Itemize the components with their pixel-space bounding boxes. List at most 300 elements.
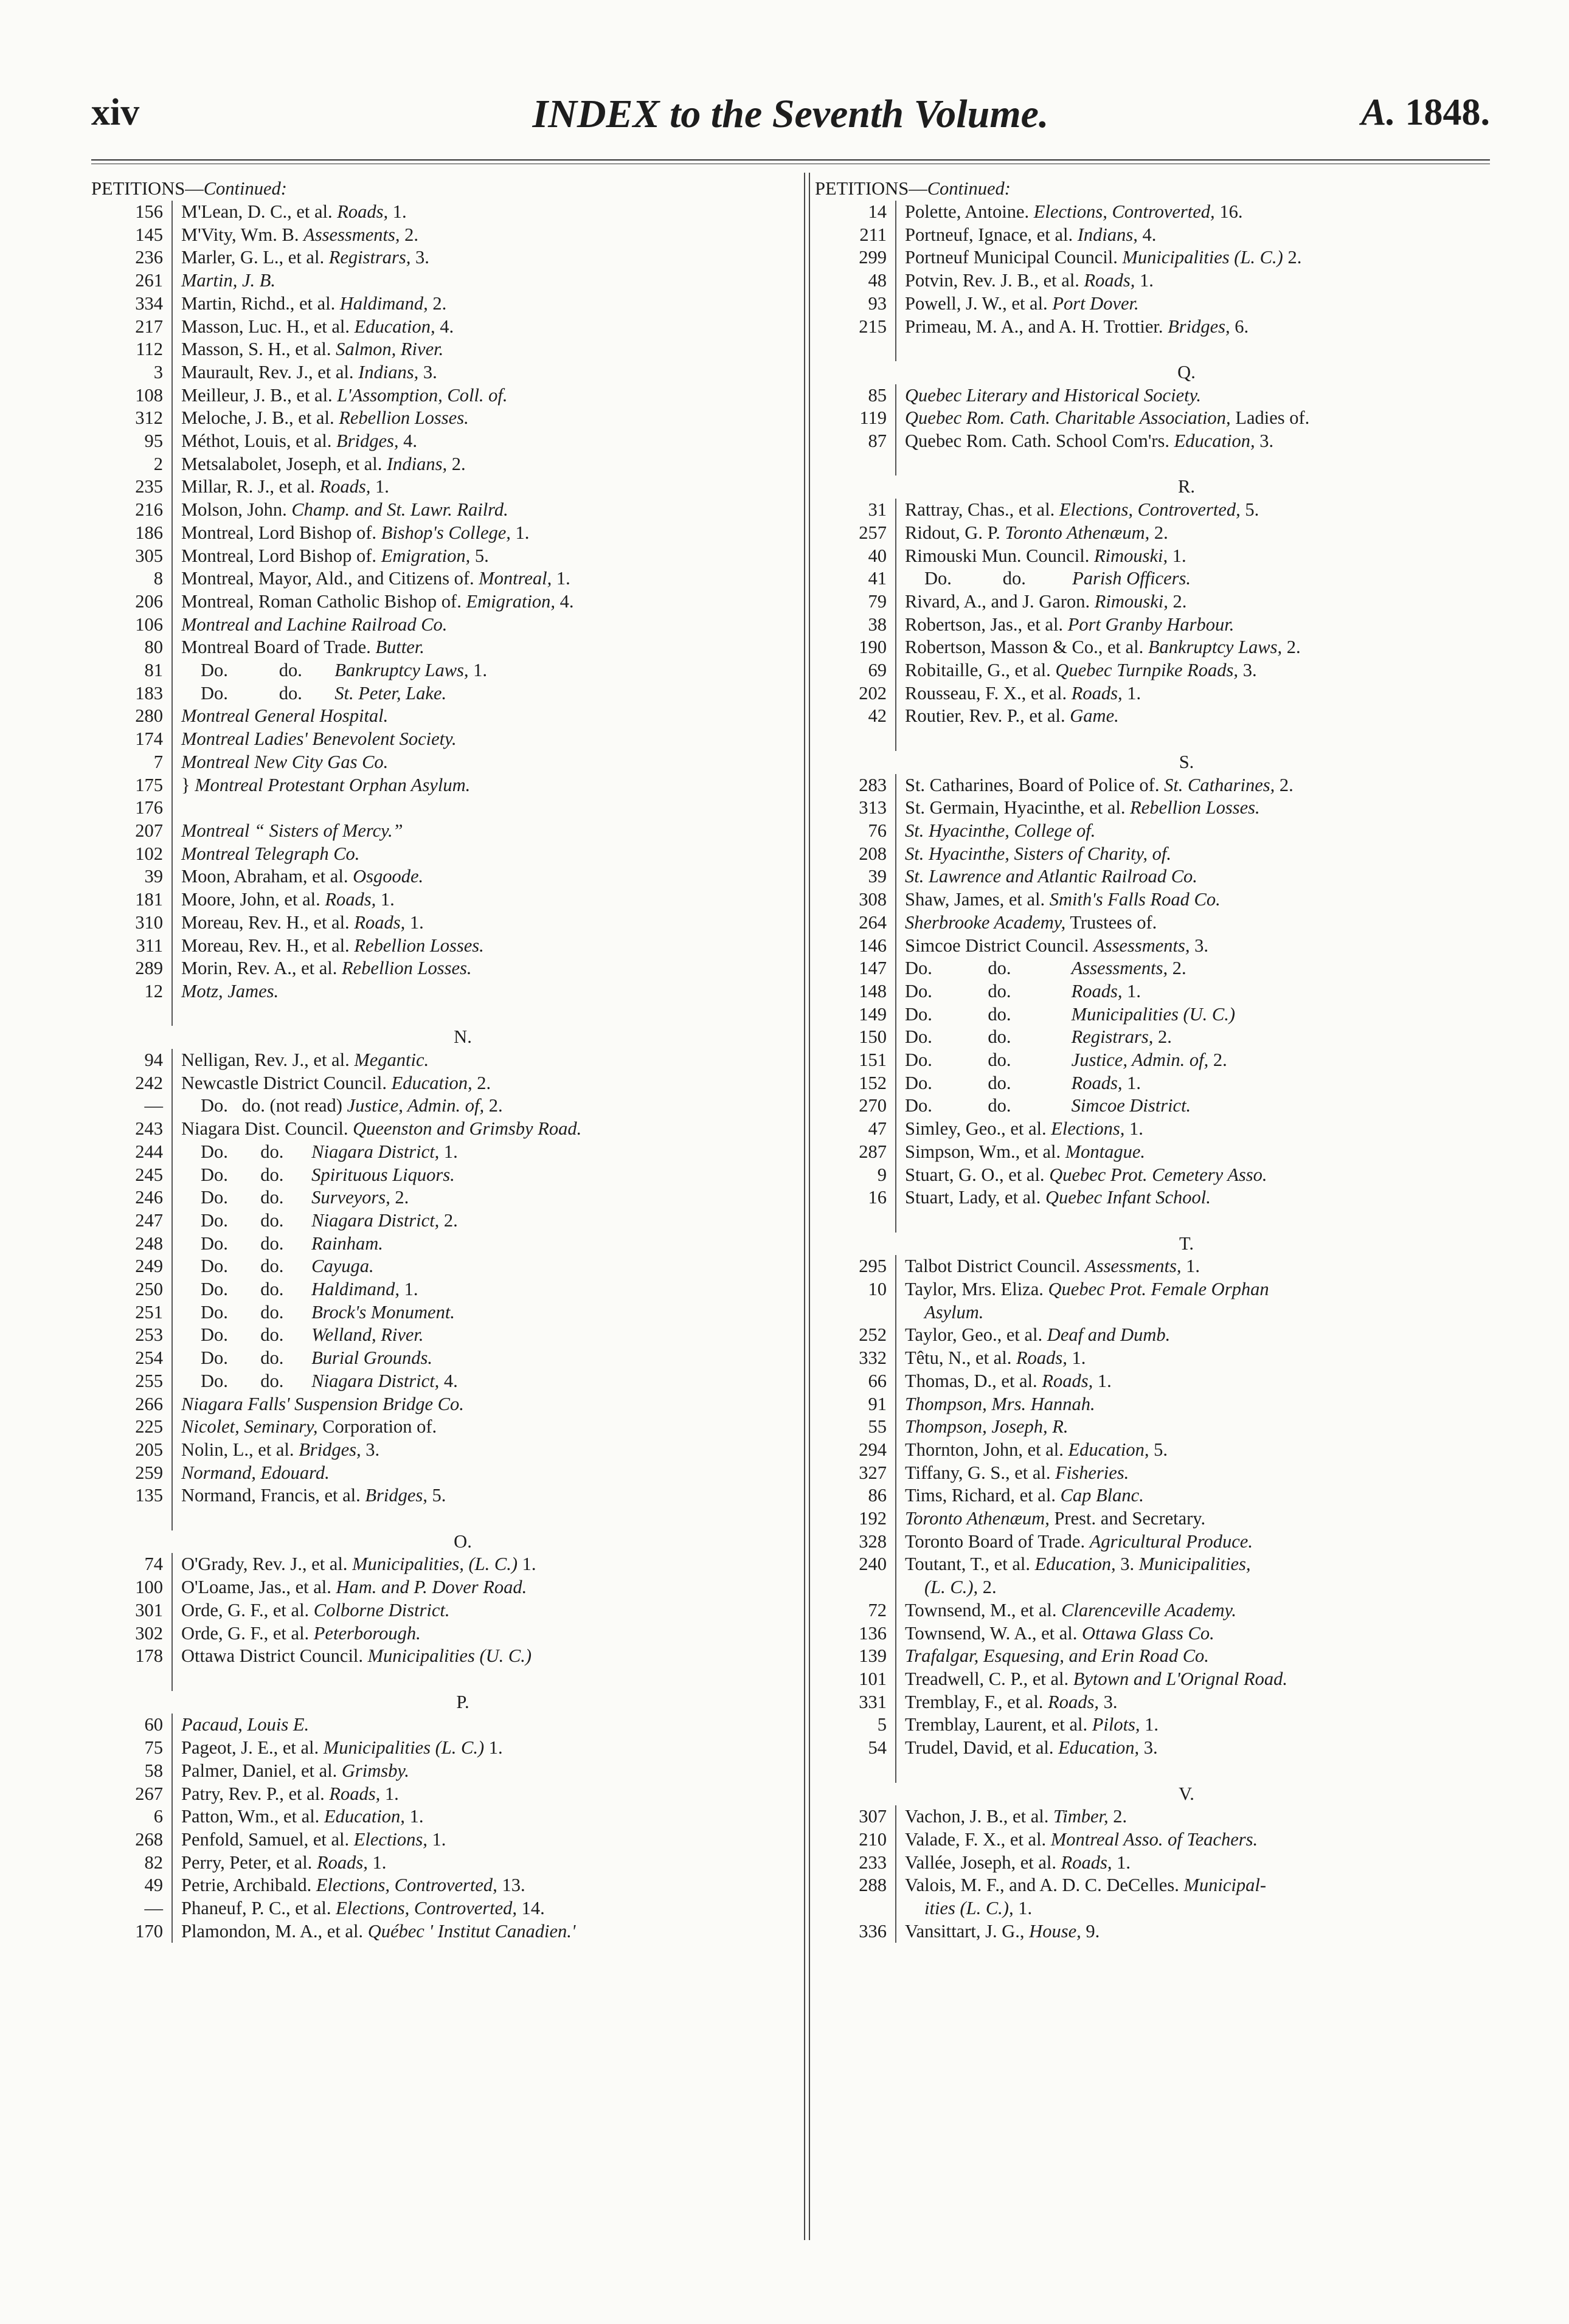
- index-entry: [91, 453, 754, 476]
- entry-text: M'Lean, D. C., et al. Roads, 1.: [181, 201, 407, 222]
- entry-text: Moon, Abraham, et al. Osgoode.: [181, 866, 424, 887]
- index-entry: [815, 292, 1478, 316]
- entry-text: Do. do. Haldimand, 1.: [201, 1279, 418, 1300]
- entry-text: Phaneuf, P. C., et al. Elections, Controverted, 14.: [181, 1898, 545, 1919]
- index-entry: [815, 1278, 1478, 1301]
- entry-text: Stuart, Lady, et al. Quebec Infant School.: [905, 1187, 1211, 1208]
- entry-number: 170: [91, 1920, 173, 1943]
- index-entry: [815, 1645, 1478, 1668]
- entry-number: 305: [91, 545, 173, 568]
- entry-text: Tims, Richard, et al. Cap Blanc.: [905, 1485, 1144, 1506]
- entry-number: 72: [815, 1599, 896, 1622]
- index-entry: [91, 1805, 754, 1828]
- entry-text: Simley, Geo., et al. Elections, 1.: [905, 1118, 1143, 1140]
- index-entry: [815, 1118, 1478, 1141]
- index-entry: [91, 545, 754, 568]
- index-entry: [815, 1072, 1478, 1095]
- entry-text: Masson, S. H., et al. Salmon, River.: [181, 339, 444, 360]
- entry-text: Méthot, Louis, et al. Bridges, 4.: [181, 431, 417, 452]
- left-heading-cont: Continued:: [203, 178, 287, 199]
- index-entry: [91, 1095, 754, 1118]
- entry-text: Valade, F. X., et al. Montreal Asso. of Teachers.: [905, 1828, 1258, 1850]
- entry-number: [815, 338, 896, 361]
- index-entry: [91, 957, 754, 980]
- index-entry: [91, 1737, 754, 1760]
- entry-text: Thompson, Mrs. Hannah.: [905, 1393, 1095, 1414]
- entry-text: Primeau, M. A., and A. H. Trottier. Bridges, 6.: [905, 316, 1249, 337]
- entry-text: Orde, G. F., et al. Colborne District.: [181, 1599, 450, 1620]
- entry-text: Toronto Board of Trade. Agricultural Produce.: [905, 1530, 1253, 1552]
- entry-number: 208: [815, 843, 896, 866]
- index-entry: [91, 1003, 754, 1026]
- index-entry: [815, 774, 1478, 797]
- entry-number: 308: [815, 888, 896, 911]
- index-entry: [91, 522, 754, 545]
- entry-text: St. Hyacinthe, Sisters of Charity, of.: [905, 843, 1171, 864]
- entry-text: Vansittart, J. G., House, 9.: [905, 1920, 1100, 1942]
- entry-text: Patry, Rev. P., et al. Roads, 1.: [181, 1783, 399, 1804]
- entry-text: Do. do. Rainham.: [201, 1233, 383, 1254]
- index-entry: [91, 430, 754, 453]
- index-entry: [91, 407, 754, 430]
- left-column: [91, 176, 754, 2238]
- index-entry: [91, 636, 754, 659]
- entry-text: [173, 1003, 754, 1026]
- entry-number: 150: [815, 1026, 896, 1049]
- entry-text: Asylum.: [924, 1301, 984, 1323]
- entry-number: 268: [91, 1828, 173, 1852]
- entry-number: 9: [815, 1164, 896, 1187]
- entry-number: 249: [91, 1255, 173, 1278]
- entry-number: 259: [91, 1462, 173, 1485]
- entry-number: 12: [91, 980, 173, 1003]
- entry-number: 225: [91, 1416, 173, 1439]
- index-entry: [815, 384, 1478, 407]
- entry-number: 174: [91, 728, 173, 751]
- entry-number: 85: [815, 384, 896, 407]
- entry-text: Montreal, Lord Bishop of. Emigration, 5.: [181, 545, 489, 566]
- entry-number: 190: [815, 636, 896, 659]
- entry-text: Trudel, David, et al. Education, 3.: [905, 1737, 1158, 1759]
- index-entry: [815, 590, 1478, 614]
- index-entry: [91, 751, 754, 774]
- index-entry: [91, 1118, 754, 1141]
- index-entry: [815, 567, 1478, 590]
- entry-text: Simpson, Wm., et al. Montague.: [905, 1141, 1146, 1162]
- entry-text: Molson, John. Champ. and St. Lawr. Railrd.: [181, 499, 508, 520]
- entry-text: Patton, Wm., et al. Education, 1.: [181, 1806, 424, 1827]
- entry-number: 217: [91, 316, 173, 339]
- entry-text: Penfold, Samuel, et al. Elections, 1.: [181, 1828, 446, 1850]
- entry-number: 16: [815, 1186, 896, 1209]
- section-letter: P.: [456, 1691, 469, 1712]
- page-title: INDEX to the Seventh Volume.: [532, 92, 1049, 136]
- section-letter: Q.: [1177, 361, 1196, 382]
- entry-text: Niagara Falls' Suspension Bridge Co.: [181, 1393, 464, 1414]
- entry-number: 149: [815, 1003, 896, 1026]
- entry-text: Townsend, W. A., et al. Ottawa Glass Co.: [905, 1622, 1214, 1644]
- entry-number: 41: [815, 567, 896, 590]
- index-entry: [815, 1622, 1478, 1645]
- entry-number: 181: [91, 888, 173, 911]
- entry-number: 327: [815, 1462, 896, 1485]
- section-letter: R.: [1178, 476, 1195, 497]
- entry-number: 119: [815, 407, 896, 430]
- index-entry: [815, 1484, 1478, 1507]
- index-entry: [91, 682, 754, 705]
- entry-number: 175: [91, 774, 173, 797]
- entry-number: [815, 1209, 896, 1233]
- index-entry: [91, 705, 754, 728]
- index-entry: [815, 430, 1478, 453]
- entry-number: 267: [91, 1783, 173, 1806]
- entry-text: Ridout, G. P. Toronto Athenæum, 2.: [905, 522, 1168, 543]
- entry-text: Montreal New City Gas Co.: [181, 751, 389, 772]
- entry-text: Pacaud, Louis E.: [181, 1714, 310, 1735]
- entry-text: Portneuf Municipal Council. Municipalities (L. C.) 2.: [905, 247, 1302, 268]
- entry-number: 60: [91, 1714, 173, 1737]
- entry-number: 81: [91, 659, 173, 682]
- entry-text: Potvin, Rev. J. B., et al. Roads, 1.: [905, 270, 1154, 291]
- section-letter: O.: [454, 1530, 472, 1552]
- entry-text: Simcoe District Council. Assessments, 3.: [905, 935, 1208, 956]
- entry-number: 176: [91, 797, 173, 820]
- index-entry: [815, 269, 1478, 292]
- index-entry: [91, 1920, 754, 1943]
- index-entry: [815, 1462, 1478, 1485]
- year-value: 1848.: [1405, 92, 1490, 133]
- entry-text: Portneuf, Ignace, et al. Indians, 4.: [905, 224, 1157, 245]
- index-entry: [91, 1370, 754, 1393]
- entry-text: Morin, Rev. A., et al. Rebellion Losses.: [181, 958, 472, 979]
- index-entry: [815, 407, 1478, 430]
- entry-number: 6: [91, 1805, 173, 1828]
- entry-number: 255: [91, 1370, 173, 1393]
- index-entry: [815, 1668, 1478, 1691]
- index-entry: [91, 1141, 754, 1164]
- entry-text: Marler, G. L., et al. Registrars, 3.: [181, 247, 429, 268]
- entry-text: Toronto Athenæum, Prest. and Secretary.: [905, 1508, 1206, 1529]
- entry-number: 183: [91, 682, 173, 705]
- entry-text: Martin, Richd., et al. Haldimand, 2.: [181, 292, 447, 314]
- entry-text: Polette, Antoine. Elections, Controverted, 16.: [905, 201, 1243, 222]
- entry-number: 332: [815, 1347, 896, 1370]
- entry-number: [815, 1897, 896, 1920]
- section-letter: T.: [1179, 1233, 1194, 1254]
- entry-text: Taylor, Geo., et al. Deaf and Dumb.: [905, 1324, 1171, 1346]
- entry-number: 254: [91, 1347, 173, 1370]
- index-entry: [91, 1897, 754, 1920]
- entry-number: 5: [815, 1714, 896, 1737]
- index-entry: [815, 980, 1478, 1003]
- index-entry: [91, 1393, 754, 1416]
- entry-text: Nelligan, Rev. J., et al. Megantic.: [181, 1050, 429, 1071]
- index-entry: [91, 1233, 754, 1256]
- entry-number: [815, 728, 896, 751]
- entry-number: 7: [91, 751, 173, 774]
- entry-number: 14: [815, 201, 896, 224]
- entry-text: Rivard, A., and J. Garon. Rimouski, 2.: [905, 590, 1187, 612]
- index-entry: [91, 774, 754, 797]
- entry-number: 266: [91, 1393, 173, 1416]
- index-entry: [91, 614, 754, 637]
- entry-number: 236: [91, 246, 173, 269]
- entry-number: [91, 1668, 173, 1691]
- entry-number: 245: [91, 1164, 173, 1187]
- entry-number: 207: [91, 820, 173, 843]
- index-entry: [815, 499, 1478, 522]
- entry-number: 244: [91, 1141, 173, 1164]
- entry-text: Do. do. Welland, River.: [201, 1324, 424, 1346]
- index-entry: [815, 1852, 1478, 1875]
- entry-number: 136: [815, 1622, 896, 1645]
- entry-number: 49: [91, 1874, 173, 1897]
- index-entry: [815, 1141, 1478, 1164]
- entry-text: St. Lawrence and Atlantic Railroad Co.: [905, 866, 1197, 887]
- entry-text: Townsend, M., et al. Clarenceville Academy.: [905, 1599, 1237, 1620]
- entry-text: Taylor, Mrs. Eliza. Quebec Prot. Female Orphan: [905, 1279, 1269, 1300]
- entry-number: 148: [815, 980, 896, 1003]
- entry-text: Shaw, James, et al. Smith's Falls Road Co.: [905, 889, 1221, 910]
- index-entry: [91, 1599, 754, 1622]
- entry-number: 8: [91, 567, 173, 590]
- entry-text: Montreal “ Sisters of Mercy.”: [181, 820, 403, 841]
- entry-text: [896, 728, 1478, 751]
- entry-text: Pageot, J. E., et al. Municipalities (L. C.) 1.: [181, 1737, 503, 1759]
- entry-text: Normand, Francis, et al. Bridges, 5.: [181, 1485, 446, 1506]
- index-entry: [815, 1507, 1478, 1530]
- entry-number: 270: [815, 1095, 896, 1118]
- entry-number: 233: [815, 1852, 896, 1875]
- entry-number: 248: [91, 1233, 173, 1256]
- entry-text: Meloche, J. B., et al. Rebellion Losses.: [181, 407, 469, 429]
- entry-text: Meilleur, J. B., et al. L'Assomption, Coll. of.: [181, 384, 508, 406]
- index-entry: [91, 201, 754, 224]
- index-entry: [815, 1209, 1478, 1233]
- index-entry: [815, 1095, 1478, 1118]
- entry-text: Rimouski Mun. Council. Rimouski, 1.: [905, 545, 1186, 566]
- entry-number: 86: [815, 1484, 896, 1507]
- entry-text: Do. do. Surveyors, 2.: [201, 1187, 409, 1208]
- year-prefix: A.: [1361, 92, 1396, 133]
- entry-text: Tremblay, F., et al. Roads, 3.: [905, 1691, 1118, 1712]
- entry-number: —: [91, 1095, 173, 1118]
- entry-text: Vachon, J. B., et al. Timber, 2.: [905, 1806, 1127, 1827]
- index-entry: [815, 1530, 1478, 1554]
- entry-number: 336: [815, 1920, 896, 1943]
- entry-text: Petrie, Archibald. Elections, Controverted, 13.: [181, 1875, 525, 1896]
- index-entry: [91, 1783, 754, 1806]
- entry-text: Do. do. Registrars, 2.: [905, 1026, 1172, 1048]
- entry-text: Do. do. Niagara District, 2.: [201, 1209, 458, 1231]
- index-entry: [815, 957, 1478, 980]
- header-rule: [91, 159, 1490, 164]
- entry-text: Rousseau, F. X., et al. Roads, 1.: [905, 682, 1141, 704]
- entry-text: Normand, Edouard.: [181, 1462, 330, 1483]
- entry-number: 145: [91, 224, 173, 247]
- entry-text: Do. do. Cayuga.: [201, 1256, 374, 1277]
- entry-text: } Montreal Protestant Orphan Asylum.: [181, 774, 471, 795]
- entry-number: 261: [91, 269, 173, 292]
- index-entry: [91, 1186, 754, 1209]
- index-entry: [91, 246, 754, 269]
- entry-text: ities (L. C.), 1.: [924, 1898, 1033, 1919]
- entry-number: 101: [815, 1668, 896, 1691]
- index-entry: [815, 797, 1478, 820]
- entry-number: 40: [815, 545, 896, 568]
- entry-number: 31: [815, 499, 896, 522]
- entry-number: 307: [815, 1805, 896, 1828]
- entry-number: 251: [91, 1301, 173, 1324]
- entry-number: [91, 1507, 173, 1530]
- index-entry: [815, 1370, 1478, 1393]
- entry-text: [173, 1668, 754, 1691]
- index-entry: [91, 1301, 754, 1324]
- entry-text: Toutant, T., et al. Education, 3. Municipalities,: [905, 1554, 1251, 1575]
- entry-number: 313: [815, 797, 896, 820]
- index-entry: [91, 728, 754, 751]
- entry-text: Millar, R. J., et al. Roads, 1.: [181, 476, 389, 497]
- entry-text: Montreal Board of Trade. Butter.: [181, 637, 424, 658]
- index-entry: [91, 1553, 754, 1576]
- index-entry: [91, 1507, 754, 1530]
- index-entry: [815, 1347, 1478, 1370]
- entry-number: 186: [91, 522, 173, 545]
- year: [1361, 91, 1490, 134]
- entry-number: 139: [815, 1645, 896, 1668]
- entry-number: 151: [815, 1049, 896, 1072]
- entry-number: 331: [815, 1691, 896, 1714]
- index-entry: [815, 1255, 1478, 1278]
- entry-text: Trafalgar, Esquesing, and Erin Road Co.: [905, 1645, 1209, 1667]
- entry-number: 216: [91, 499, 173, 522]
- index-entry: [815, 246, 1478, 269]
- index-entry: [91, 1714, 754, 1737]
- index-entry: [815, 1186, 1478, 1209]
- entry-text: Plamondon, M. A., et al. Québec ' Institut Canadien.': [181, 1920, 576, 1942]
- right-entries: [815, 201, 1478, 1943]
- entry-number: 192: [815, 1507, 896, 1530]
- entry-text: Talbot District Council. Assessments, 1.: [905, 1256, 1200, 1277]
- index-entry: [815, 224, 1478, 247]
- index-entry: [91, 316, 754, 339]
- entry-text: Do. do. Justice, Admin. of, 2.: [905, 1050, 1227, 1071]
- index-entry: [91, 567, 754, 590]
- entry-number: —: [91, 1897, 173, 1920]
- entry-number: 312: [91, 407, 173, 430]
- entry-number: 152: [815, 1072, 896, 1095]
- entry-number: 74: [91, 1553, 173, 1576]
- entry-text: Niagara Dist. Council. Queenston and Grimsby Road.: [181, 1118, 582, 1140]
- entry-text: [896, 338, 1478, 361]
- index-entry: [815, 1416, 1478, 1439]
- entry-number: 69: [815, 659, 896, 682]
- entry-number: 75: [91, 1737, 173, 1760]
- entry-text: O'Loame, Jas., et al. Ham. and P. Dover Road.: [181, 1577, 527, 1598]
- entry-number: 264: [815, 911, 896, 935]
- entry-text: Montreal, Mayor, Ald., and Citizens of. Montreal, 1.: [181, 568, 570, 589]
- entry-text: Montreal Ladies' Benevolent Society.: [181, 728, 457, 750]
- entry-text: Do. do. Niagara District, 1.: [201, 1141, 458, 1162]
- entry-text: Do. do. Roads, 1.: [905, 1072, 1141, 1093]
- index-entry: [91, 361, 754, 384]
- entry-text: [896, 453, 1478, 476]
- index-entry: [91, 1622, 754, 1645]
- entry-text: Orde, G. F., et al. Peterborough.: [181, 1622, 421, 1644]
- entry-number: 156: [91, 201, 173, 224]
- index-entry: [815, 935, 1478, 958]
- index-entry: [815, 201, 1478, 224]
- index-entry: [91, 1416, 754, 1439]
- index-entry: [91, 659, 754, 682]
- index-entry: [91, 1874, 754, 1897]
- entry-text: (L. C.), 2.: [924, 1577, 997, 1598]
- index-entry: [91, 384, 754, 407]
- entry-text: Tremblay, Laurent, et al. Pilots, 1.: [905, 1714, 1159, 1735]
- entry-number: 95: [91, 430, 173, 453]
- index-entry: [91, 888, 754, 911]
- entry-number: 246: [91, 1186, 173, 1209]
- entry-number: 211: [815, 224, 896, 247]
- entry-text: [173, 1507, 754, 1530]
- entry-text: Nolin, L., et al. Bridges, 3.: [181, 1439, 380, 1460]
- entry-text: Do. do. (not read) Justice, Admin. of, 2.: [201, 1095, 503, 1116]
- entry-number: 146: [815, 935, 896, 958]
- entry-number: 87: [815, 430, 896, 453]
- index-entry: [91, 269, 754, 292]
- index-entry: [91, 1347, 754, 1370]
- entry-text: Powell, J. W., et al. Port Dover.: [905, 292, 1139, 314]
- entry-number: 302: [91, 1622, 173, 1645]
- entry-number: 311: [91, 935, 173, 958]
- entry-number: 294: [815, 1439, 896, 1462]
- index-entry: [91, 1072, 754, 1095]
- entry-text: Stuart, G. O., et al. Quebec Prot. Cemetery Asso.: [905, 1164, 1267, 1185]
- entry-number: [815, 1576, 896, 1599]
- page-number: xiv: [91, 92, 140, 133]
- index-entry: [815, 1737, 1478, 1760]
- entry-number: 80: [91, 636, 173, 659]
- entry-number: 178: [91, 1645, 173, 1668]
- index-entry: [91, 292, 754, 316]
- entry-text: Thornton, John, et al. Education, 5.: [905, 1439, 1168, 1460]
- index-entry: [91, 590, 754, 614]
- index-entry: [815, 1691, 1478, 1714]
- entry-text: Quebec Literary and Historical Society.: [905, 384, 1202, 406]
- entry-number: 210: [815, 1828, 896, 1852]
- entry-text: Montreal General Hospital.: [181, 705, 389, 727]
- entry-number: 215: [815, 316, 896, 339]
- entry-text: Do. do. Roads, 1.: [905, 980, 1141, 1001]
- entry-text: Perry, Peter, et al. Roads, 1.: [181, 1852, 387, 1873]
- entry-number: 108: [91, 384, 173, 407]
- entry-text: Moreau, Rev. H., et al. Rebellion Losses.: [181, 935, 484, 956]
- entry-number: 93: [815, 292, 896, 316]
- entry-text: Metsalabolet, Joseph, et al. Indians, 2.: [181, 453, 466, 474]
- index-entry: [91, 1049, 754, 1072]
- index-entry: [815, 636, 1478, 659]
- entry-number: 58: [91, 1760, 173, 1783]
- entry-number: 301: [91, 1599, 173, 1622]
- section-letter: S.: [1179, 751, 1194, 772]
- index-entry: [815, 1553, 1478, 1576]
- index-entry: [815, 1599, 1478, 1622]
- index-entry: [91, 935, 754, 958]
- index-entry: [815, 911, 1478, 935]
- entry-number: 135: [91, 1484, 173, 1507]
- entry-text: Ottawa District Council. Municipalities (U. C.): [181, 1645, 532, 1667]
- right-column-heading: PETITIONS—Continued:: [815, 178, 1011, 199]
